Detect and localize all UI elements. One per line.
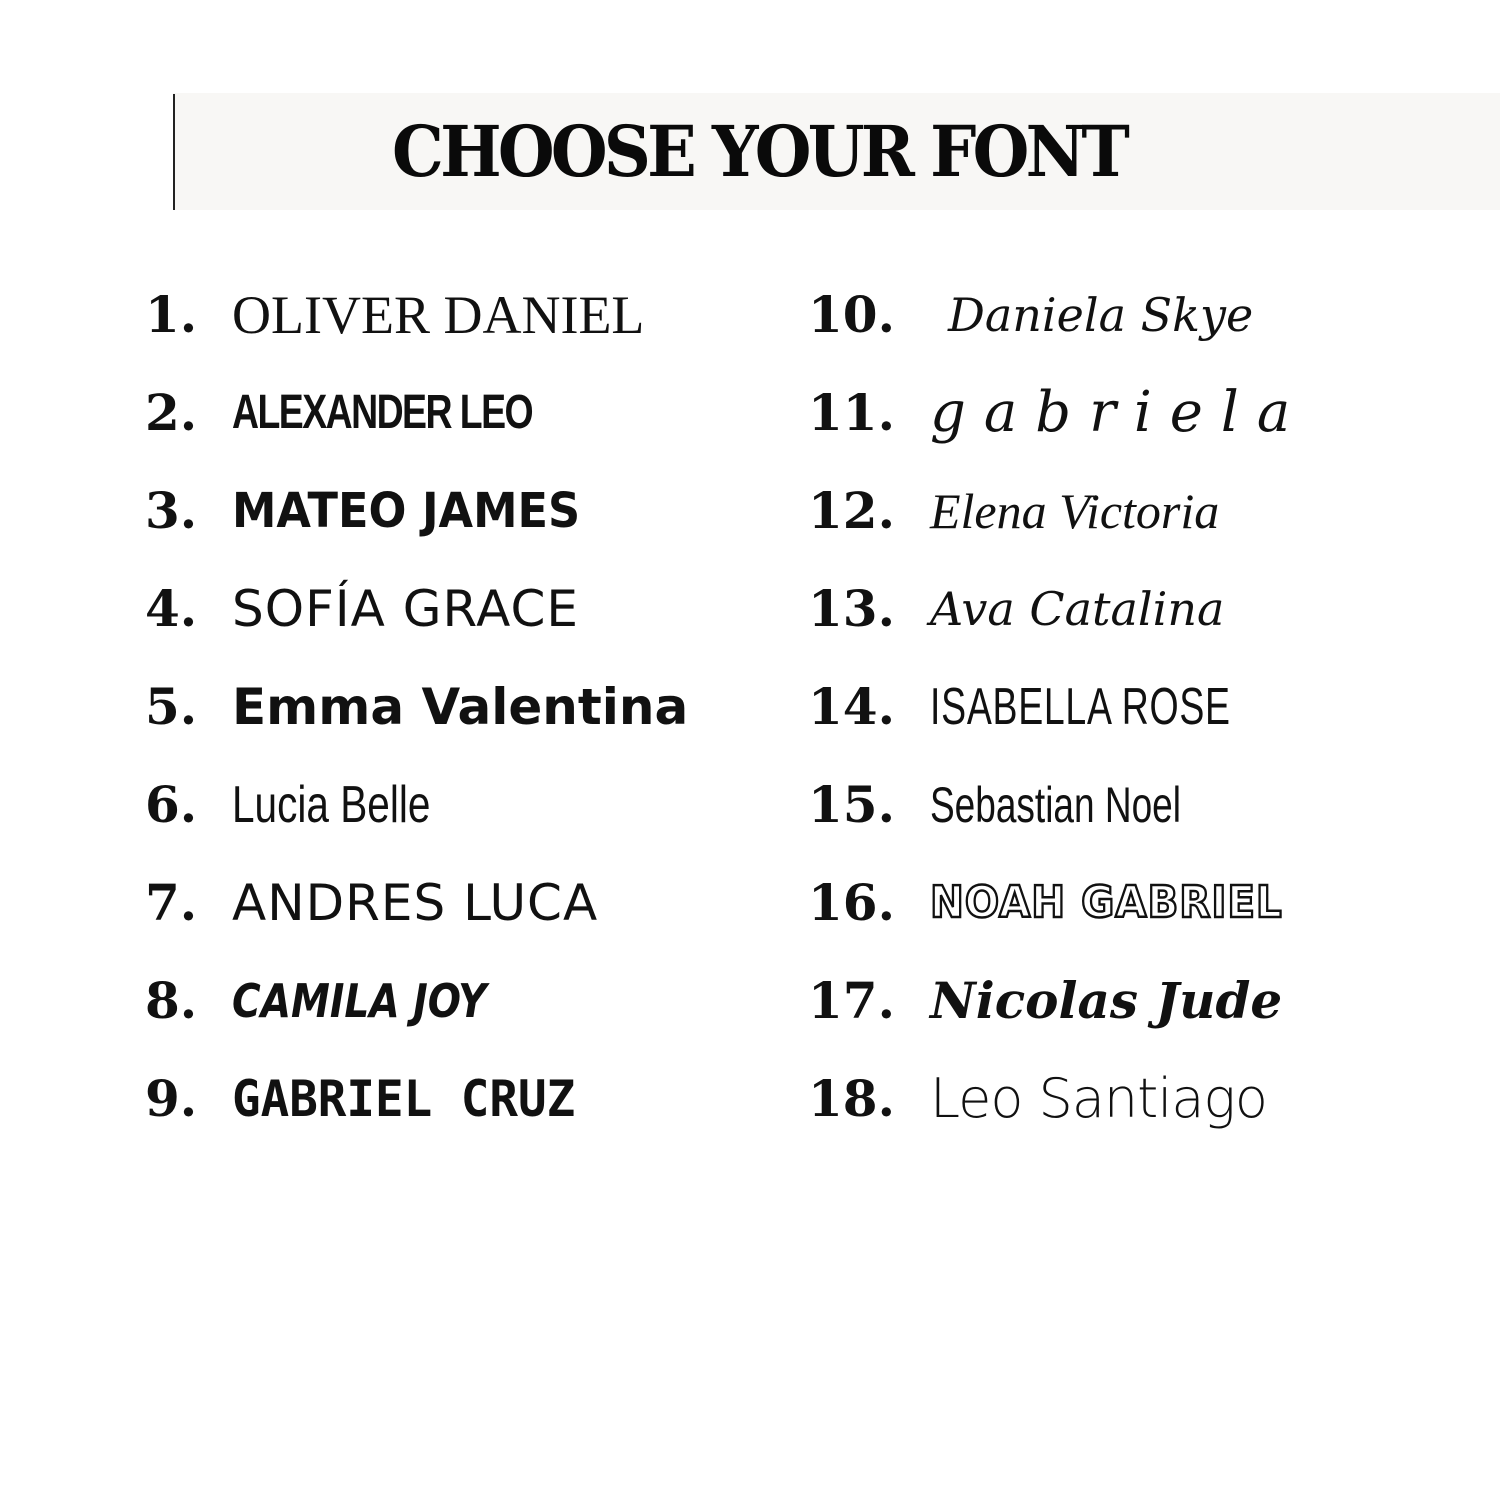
- font-number: 6.: [145, 775, 198, 834]
- font-option-1[interactable]: [145, 275, 785, 355]
- font-option-18[interactable]: [808, 1059, 1488, 1139]
- font-option-7[interactable]: [145, 863, 785, 943]
- font-sample: ANDRES LUCA: [232, 874, 599, 932]
- font-sample: ALEXANDER LEO: [232, 386, 533, 439]
- font-sample: SOFÍA GRACE: [232, 580, 579, 638]
- font-number: 16.: [808, 873, 895, 932]
- font-option-15[interactable]: [808, 765, 1488, 845]
- font-number: 9.: [145, 1069, 198, 1128]
- font-sample: Lucia Belle: [232, 776, 431, 834]
- font-sample: CAMILA JOY: [232, 974, 487, 1028]
- font-option-16[interactable]: [808, 863, 1488, 943]
- font-number: 8.: [145, 971, 198, 1030]
- font-number: 14.: [808, 677, 895, 736]
- font-option-10[interactable]: [808, 275, 1488, 355]
- font-option-14[interactable]: [808, 667, 1488, 747]
- font-sample: gabriela: [930, 380, 1309, 445]
- font-sample: Ava Catalina: [930, 582, 1225, 636]
- font-option-8[interactable]: [145, 961, 785, 1041]
- font-option-9[interactable]: [145, 1059, 785, 1139]
- font-number: 1.: [145, 285, 198, 344]
- font-option-4[interactable]: [145, 569, 785, 649]
- font-sample: ISABELLA ROSE: [930, 678, 1231, 736]
- font-sample: Elena Victoria: [930, 483, 1220, 539]
- font-number: 10.: [808, 285, 895, 344]
- font-sample: Leo Santiago: [930, 1067, 1267, 1130]
- font-number: 12.: [808, 481, 895, 540]
- font-number: 13.: [808, 579, 895, 638]
- font-option-11[interactable]: [808, 373, 1488, 453]
- font-option-12[interactable]: [808, 471, 1488, 551]
- font-option-6[interactable]: [145, 765, 785, 845]
- font-sample: MATEO JAMES: [232, 483, 581, 539]
- font-number: 18.: [808, 1069, 895, 1128]
- font-number: 15.: [808, 775, 895, 834]
- font-option-5[interactable]: [145, 667, 785, 747]
- header-divider: [173, 94, 175, 210]
- font-sample: Nicolas Jude: [930, 971, 1283, 1030]
- font-option-17[interactable]: [808, 961, 1488, 1041]
- font-number: 7.: [145, 873, 198, 932]
- font-number: 4.: [145, 579, 198, 638]
- font-number: 11.: [808, 383, 895, 442]
- font-number: 5.: [145, 677, 198, 736]
- font-number: 3.: [145, 481, 198, 540]
- font-number: 2.: [145, 383, 198, 442]
- font-sample: Daniela Skye: [948, 288, 1254, 342]
- page-title: CHOOSE YOUR FONT: [392, 110, 1127, 193]
- font-number: 17.: [808, 971, 895, 1030]
- font-option-13[interactable]: [808, 569, 1488, 649]
- font-option-3[interactable]: [145, 471, 785, 551]
- font-sample: OLIVER DANIEL: [232, 285, 645, 345]
- font-sample: GABRIEL CRUZ: [232, 1070, 576, 1128]
- font-sample: Emma Valentina: [232, 678, 689, 736]
- font-sample: NOAH GABRIEL: [930, 877, 1283, 928]
- font-sample: Sebastian Noel: [930, 777, 1181, 833]
- font-option-2[interactable]: [145, 373, 785, 453]
